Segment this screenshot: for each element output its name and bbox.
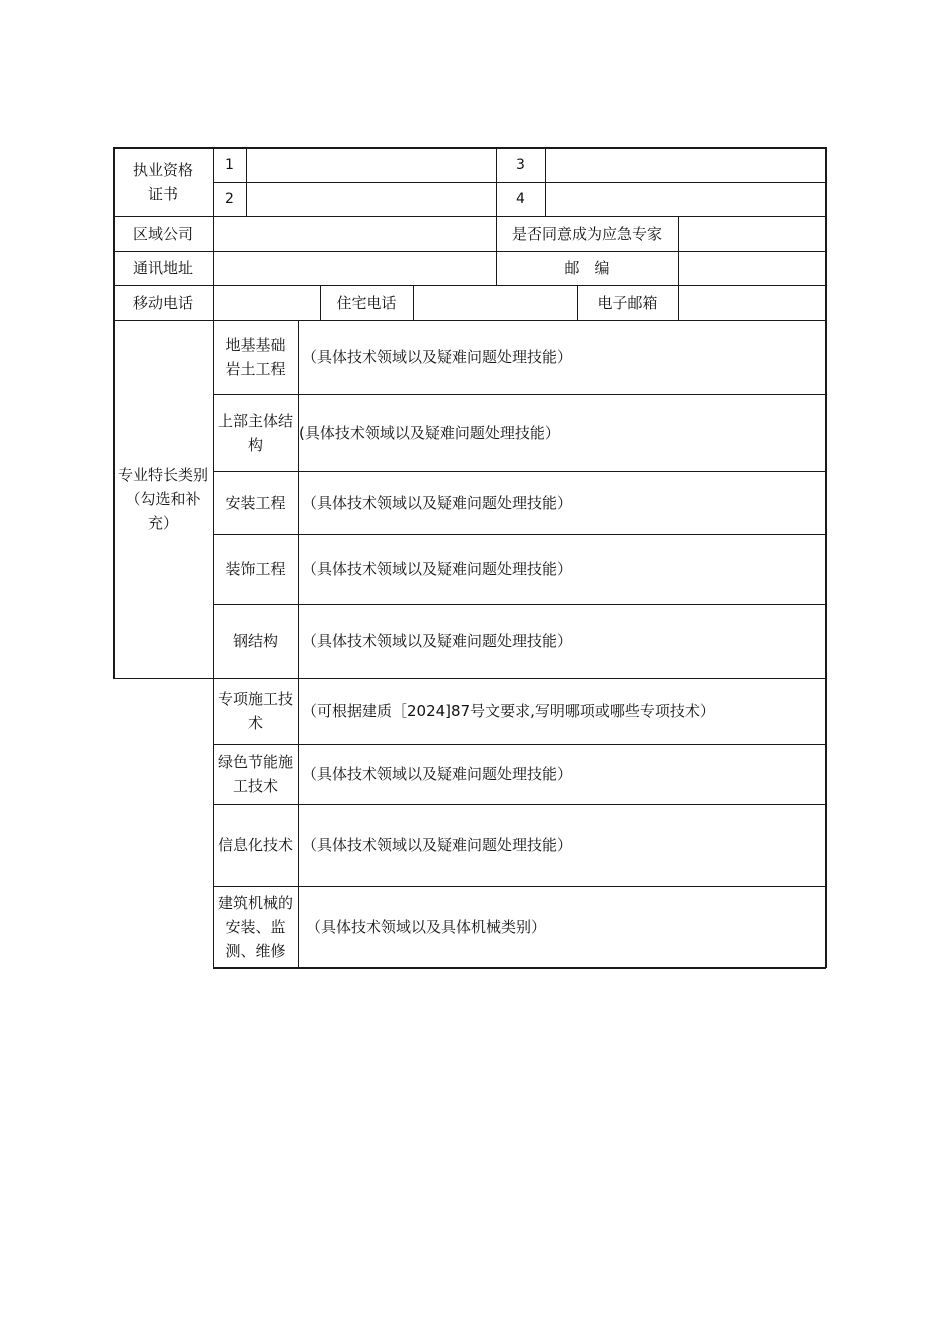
address-field[interactable]	[213, 251, 496, 285]
cert-slot-3-label: 3	[516, 156, 525, 173]
cert-slot-2-field[interactable]	[246, 182, 496, 216]
specialty-name: 专项施工技 术	[217, 690, 293, 732]
specialty-description-field[interactable]: （具体技术领域以及疑难问题处理技能）	[302, 765, 573, 783]
specialty-name: 绿色节能施 工技术	[217, 753, 293, 795]
specialty-description-field[interactable]: （具体技术领域以及疑难问题处理技能）	[302, 632, 573, 650]
specialty-description-field[interactable]: （可根据建质［2024]87号文要求,写明哪项或哪些专项技术）	[302, 702, 715, 720]
specialty-name: 装饰工程	[225, 560, 286, 578]
home-phone-field[interactable]	[413, 285, 577, 320]
cert-label	[113, 147, 213, 216]
cert-slot-1-label: 1	[225, 156, 234, 173]
cert-slot-2-label: 2	[225, 191, 234, 207]
specialty-label-line2: （勾选和补	[125, 490, 201, 508]
specialty-name: 安装工程	[225, 493, 286, 512]
mobile-label: 移动电话	[132, 293, 193, 312]
specialty-description-field[interactable]: （具体技术领域以及疑难问题处理技能）	[302, 348, 573, 366]
region-field[interactable]	[213, 216, 496, 251]
specialty-description-field[interactable]: （具体技术领域以及疑难问题处理技能）	[302, 836, 573, 854]
cert-slot-3-field[interactable]	[545, 147, 825, 182]
specialty-description-field[interactable]: （具体技术领域以及疑难问题处理技能）	[302, 493, 573, 512]
cert-label-line2: 证书	[147, 184, 178, 203]
specialty-description-field[interactable]: （具体技术领域以及具体机械类别）	[306, 917, 547, 936]
cert-label-line1: 执业资格	[132, 160, 193, 179]
email-label: 电子邮箱	[597, 293, 658, 312]
postcode-label: 邮 编	[564, 259, 610, 277]
cert-slot-4-field[interactable]	[545, 182, 825, 216]
specialty-name: 信息化技术	[217, 836, 293, 854]
specialty-description-field[interactable]: （具体技术领域以及疑难问题处理技能）	[302, 560, 573, 578]
address-label: 通讯地址	[132, 259, 193, 277]
home-phone-label: 住宅电话	[336, 293, 397, 312]
specialty-name: 建筑机械的 安装、监 测、维修	[217, 893, 293, 960]
specialty-name: 地基基础 岩土工程	[225, 336, 286, 378]
specialty-name: 钢结构	[232, 632, 278, 650]
emergency-field[interactable]	[678, 216, 825, 251]
postcode-field[interactable]	[678, 251, 825, 285]
mobile-field[interactable]	[213, 285, 320, 320]
cert-slot-1-field[interactable]	[246, 147, 496, 182]
specialty-description-field[interactable]: (具体技术领域以及疑难问题处理技能）	[299, 423, 560, 442]
region-label: 区域公司	[132, 224, 193, 243]
specialty-label-line3: 充）	[147, 514, 178, 532]
email-field[interactable]	[678, 285, 825, 320]
specialty-name: 上部主体结 构	[217, 411, 293, 454]
cert-slot-4-label: 4	[516, 191, 525, 207]
specialty-label-line1: 专业特长类别	[117, 466, 208, 484]
specialty-category-label	[113, 320, 213, 678]
emergency-label: 是否同意成为应急专家	[511, 224, 662, 243]
